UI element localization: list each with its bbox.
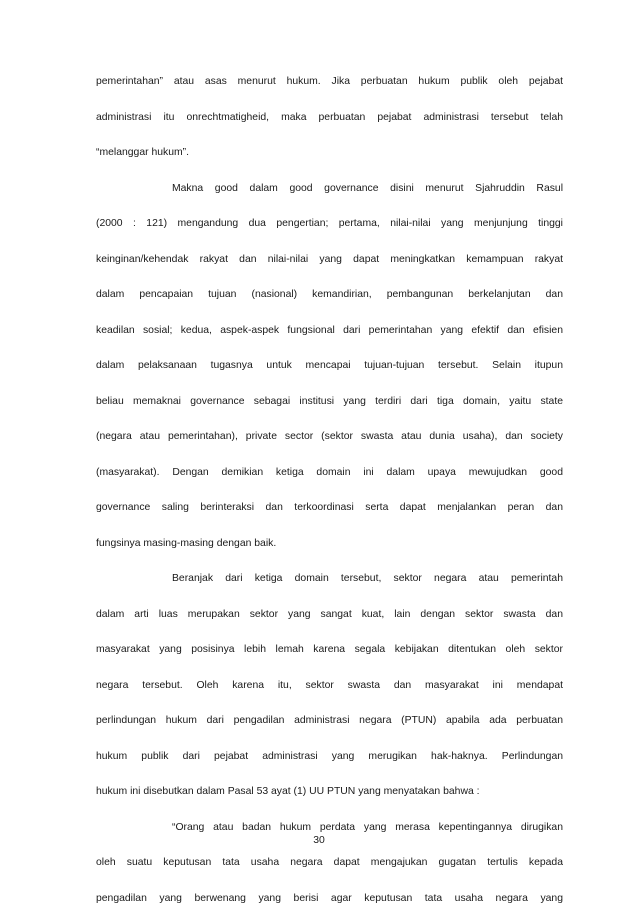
text-line: governance saling berinteraksi dan terkoordinasi serta dapat menjalankan peran dan bbox=[96, 490, 563, 526]
text-line: “melanggar hukum”. bbox=[96, 135, 563, 171]
text-line: oleh suatu keputusan tata usaha negara dapat mengajukan gugatan tertulis kepada bbox=[96, 845, 563, 881]
text-line: dalam pencapaian tujuan (nasional) kemandirian, pembangunan berkelanjutan dan bbox=[96, 277, 563, 313]
text-line: Makna good dalam good governance disini menurut Sjahruddin Rasul bbox=[96, 171, 563, 207]
text-line: “Orang atau badan hukum perdata yang merasa kepentingannya dirugikan bbox=[96, 810, 563, 846]
page-number: 30 bbox=[0, 835, 638, 846]
text-line: dalam arti luas merupakan sektor yang sangat kuat, lain dengan sektor swasta dan bbox=[96, 597, 563, 633]
text-line: negara tersebut. Oleh karena itu, sektor swasta dan masyarakat ini mendapat bbox=[96, 668, 563, 704]
body-text bbox=[96, 64, 563, 916]
text-line: keadilan sosial; kedua, aspek-aspek fungsional dari pemerintahan yang efektif dan efisien bbox=[96, 313, 563, 349]
text-line: hukum ini disebutkan dalam Pasal 53 ayat (1) UU PTUN yang menyatakan bahwa : bbox=[96, 774, 563, 810]
text-line: pemerintahan” atau asas menurut hukum. Jika perbuatan hukum publik oleh pejabat bbox=[96, 64, 563, 100]
text-line: (masyarakat). Dengan demikian ketiga domain ini dalam upaya mewujudkan good bbox=[96, 455, 563, 491]
text-line: administrasi itu onrechtmatigheid, maka perbuatan pejabat administrasi tersebut telah bbox=[96, 100, 563, 136]
text-line: fungsinya masing-masing dengan baik. bbox=[96, 526, 563, 562]
text-line: Beranjak dari ketiga domain tersebut, sektor negara atau pemerintah bbox=[96, 561, 563, 597]
text-line: pengadilan yang berwenang yang berisi agar keputusan tata usaha negara yang bbox=[96, 881, 563, 916]
text-line: keinginan/kehendak rakyat dan nilai-nilai yang dapat meningkatkan kemampuan rakyat bbox=[96, 242, 563, 278]
text-line: masyarakat yang posisinya lebih lemah karena segala kebijakan ditentukan oleh sektor bbox=[96, 632, 563, 668]
text-line: dalam pelaksanaan tugasnya untuk mencapai tujuan-tujuan tersebut. Selain itupun bbox=[96, 348, 563, 384]
text-line: beliau memaknai governance sebagai institusi yang terdiri dari tiga domain, yaitu state bbox=[96, 384, 563, 420]
text-line: (negara atau pemerintahan), private sector (sektor swasta atau dunia usaha), dan society bbox=[96, 419, 563, 455]
text-line: perlindungan hukum dari pengadilan administrasi negara (PTUN) apabila ada perbuatan bbox=[96, 703, 563, 739]
text-line: (2000 : 121) mengandung dua pengertian; pertama, nilai-nilai yang menjunjung tinggi bbox=[96, 206, 563, 242]
text-line: hukum publik dari pejabat administrasi yang merugikan hak-haknya. Perlindungan bbox=[96, 739, 563, 775]
